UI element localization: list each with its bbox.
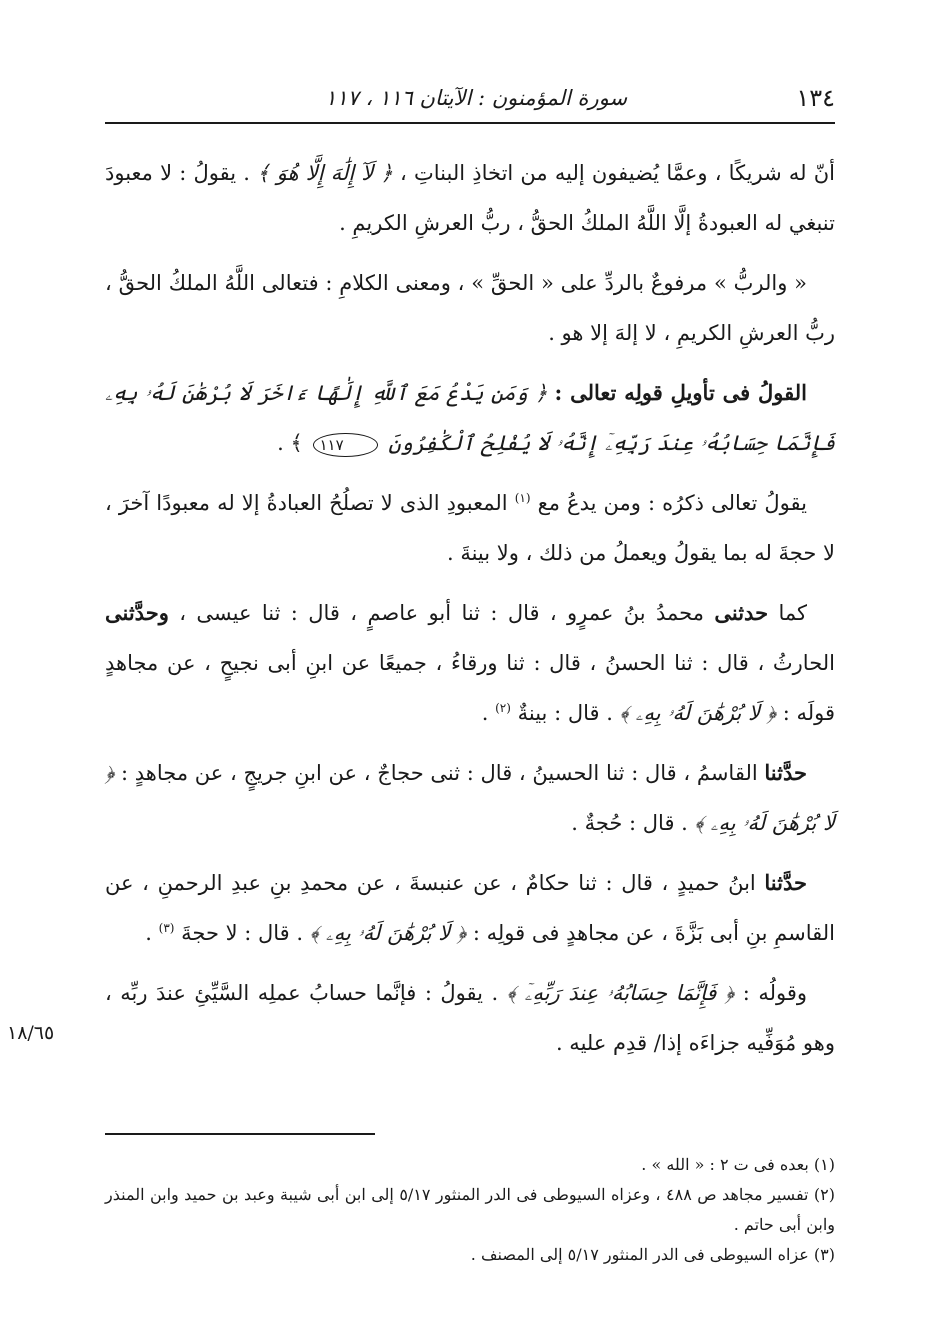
quran-quote: ﴿ لَآ إِلَٰهَ إِلَّا هُوَ ﴾ <box>257 161 393 185</box>
p6-text-end: . قال : حُجةٌ . <box>571 811 688 835</box>
footnote-ref-2: (٢) <box>495 701 511 715</box>
paragraph-7 <box>105 858 835 958</box>
page-number: ١٣٤ <box>796 84 835 112</box>
narration-term: حدَّثنا <box>764 870 807 895</box>
p1-text-end: . يقولُ : لا معبودَ تنبغي له العبودةُ إلَّا اللَّهُ الملكُ الحقُّ ، ربُّ العرشِ الكريمِ . <box>105 161 835 235</box>
page-header <box>105 70 835 124</box>
quran-quote: ﴿ فَإِنَّمَا حِسَابُهُۥ عِندَ رَبِّهِۦٓ ﴾ <box>506 981 735 1005</box>
p5-text-a: كما <box>778 601 807 625</box>
paragraph-3 <box>105 368 835 468</box>
running-title: سورة المؤمنون : الآيتان ١١٦ ، ١١٧ <box>325 86 628 110</box>
quran-quote: ﴿ لَا بُرْهَٰنَ لَهُۥ بِهِۦ ﴾ <box>619 701 777 725</box>
p8-text: وقولُه : <box>742 981 807 1005</box>
narration-term: حدَّثنا <box>764 760 807 785</box>
p7-text-d: . <box>145 921 152 945</box>
p4-text-end: المعبودِ الذى لا تصلُحُ العبادةُ إلا له معبودًا آخرَ ، لا حجةَ له بما يقولُ ويعملُ من ذلك ، ولا بينةَ . <box>105 491 835 565</box>
p8-text-end: . يقولُ : فإنَّما حسابُ عملِه السَّيِّئِ عندَ ربِّه ، وهو مُوَفِّيه جزاءَه إذا/ قدِم عليه . <box>105 981 835 1055</box>
p1-text: أنّ له شريكًا ، وعمَّا يُضيفون إليه من اتخاذِ البناتِ ، <box>400 161 835 185</box>
footnote-divider <box>105 1133 375 1135</box>
paragraph-5 <box>105 588 835 738</box>
quran-quote: ﴿ لَا بُرْهَٰنَ لَهُۥ بِهِۦ ﴾ <box>309 921 467 945</box>
paragraph-6 <box>105 748 835 848</box>
p4-text: يقولُ تعالى ذكرُه : ومن يدعُ مع <box>537 491 807 515</box>
p5-text-c: محمدُ بنُ عمرٍو ، قال : ثنا أبو عاصمٍ ، قال : ثنا عيسى ، <box>179 601 704 625</box>
footnotes <box>105 1150 835 1270</box>
paragraph-1 <box>105 148 835 248</box>
narration-term: حدثنى <box>714 600 769 625</box>
p5-text-e: . قال : بينةٌ <box>517 701 613 725</box>
footnote-ref-3: (٣) <box>158 921 175 935</box>
book-page <box>7 70 836 1264</box>
ayah-number-badge: ١١٧ <box>313 433 377 457</box>
footnote-2: (٢) تفسير مجاهد ص ٤٨٨ ، وعزاه السيوطى فى الدر المنثور ٥/١٧ إلى ابن أبى شيبة وعبد بن حميد وابن المنذر وابن أبى حاتم . <box>105 1185 836 1234</box>
quran-quote: ﴿ لَا بُرْهَٰنَ لَهُۥ بِهِۦ ﴾ <box>105 761 835 835</box>
footnote-1: (١) بعده فى ت ٢ : « الله » . <box>641 1155 835 1174</box>
paragraph-8 <box>7 968 835 1068</box>
p5-text-f: . <box>481 701 489 725</box>
p5-text-d: الحارثُ ، قال : ثنا الحسنُ ، قال : ثنا ورقاءُ ، جميعًا عن ابنِ أبى نجيحٍ ، عن مجاهدٍ قولَه : <box>105 651 835 725</box>
page-body <box>7 148 835 1068</box>
section-heading: القولُ فى تأويلِ قولِه تعالى : <box>554 380 808 405</box>
paragraph-4 <box>105 478 835 578</box>
footnote-3: (٣) عزاه السيوطى فى الدر المنثور ٥/١٧ إلى المصنف . <box>470 1245 835 1264</box>
narration-term: وحدَّثنى <box>105 600 169 625</box>
footnote-ref-1: (١) <box>514 491 531 505</box>
paragraph-2: « والربُّ » مرفوعٌ بالردِّ على « الحقِّ » ، ومعنى الكلامِ : فتعالى اللَّهُ الملكُ الحقُّ ، ربُّ العرشِ الكريمِ ، لا إلهَ إلا هو . <box>105 271 835 345</box>
quran-verse: ﴿ وَمَن يَدْعُ مَعَ ٱللَّهِ إِلَٰهًا ءَاخَرَ لَا بُرْهَٰنَ لَهُۥ بِهِۦ فَإِنَّمَا حِسَابُهُۥ عِندَ رَبِّهِۦٓ إِنَّهُۥ لَا يُفْلِحُ ٱلْكَٰفِرُونَ <box>105 381 835 455</box>
verse-end: ﴾ . <box>277 431 303 455</box>
p6-text: القاسمُ ، قال : ثنا الحسينُ ، قال : ثنى حجاجٌ ، عن ابنِ جريجٍ ، عن مجاهدٍ : <box>121 761 758 785</box>
margin-volume-page-note: ١٨/٦٥ <box>7 1022 55 1044</box>
p7-text: ابنُ حميدٍ ، قال : ثنا حكامٌ ، عن عنبسةَ ، عن محمدِ بنِ عبدِ الرحمنِ ، عن القاسمِ بنِ أبى بَزَّةَ ، عن مجاهدٍ فى قولِه : <box>105 871 835 945</box>
p7-text-c: . قال : لا حجةَ <box>181 921 304 945</box>
